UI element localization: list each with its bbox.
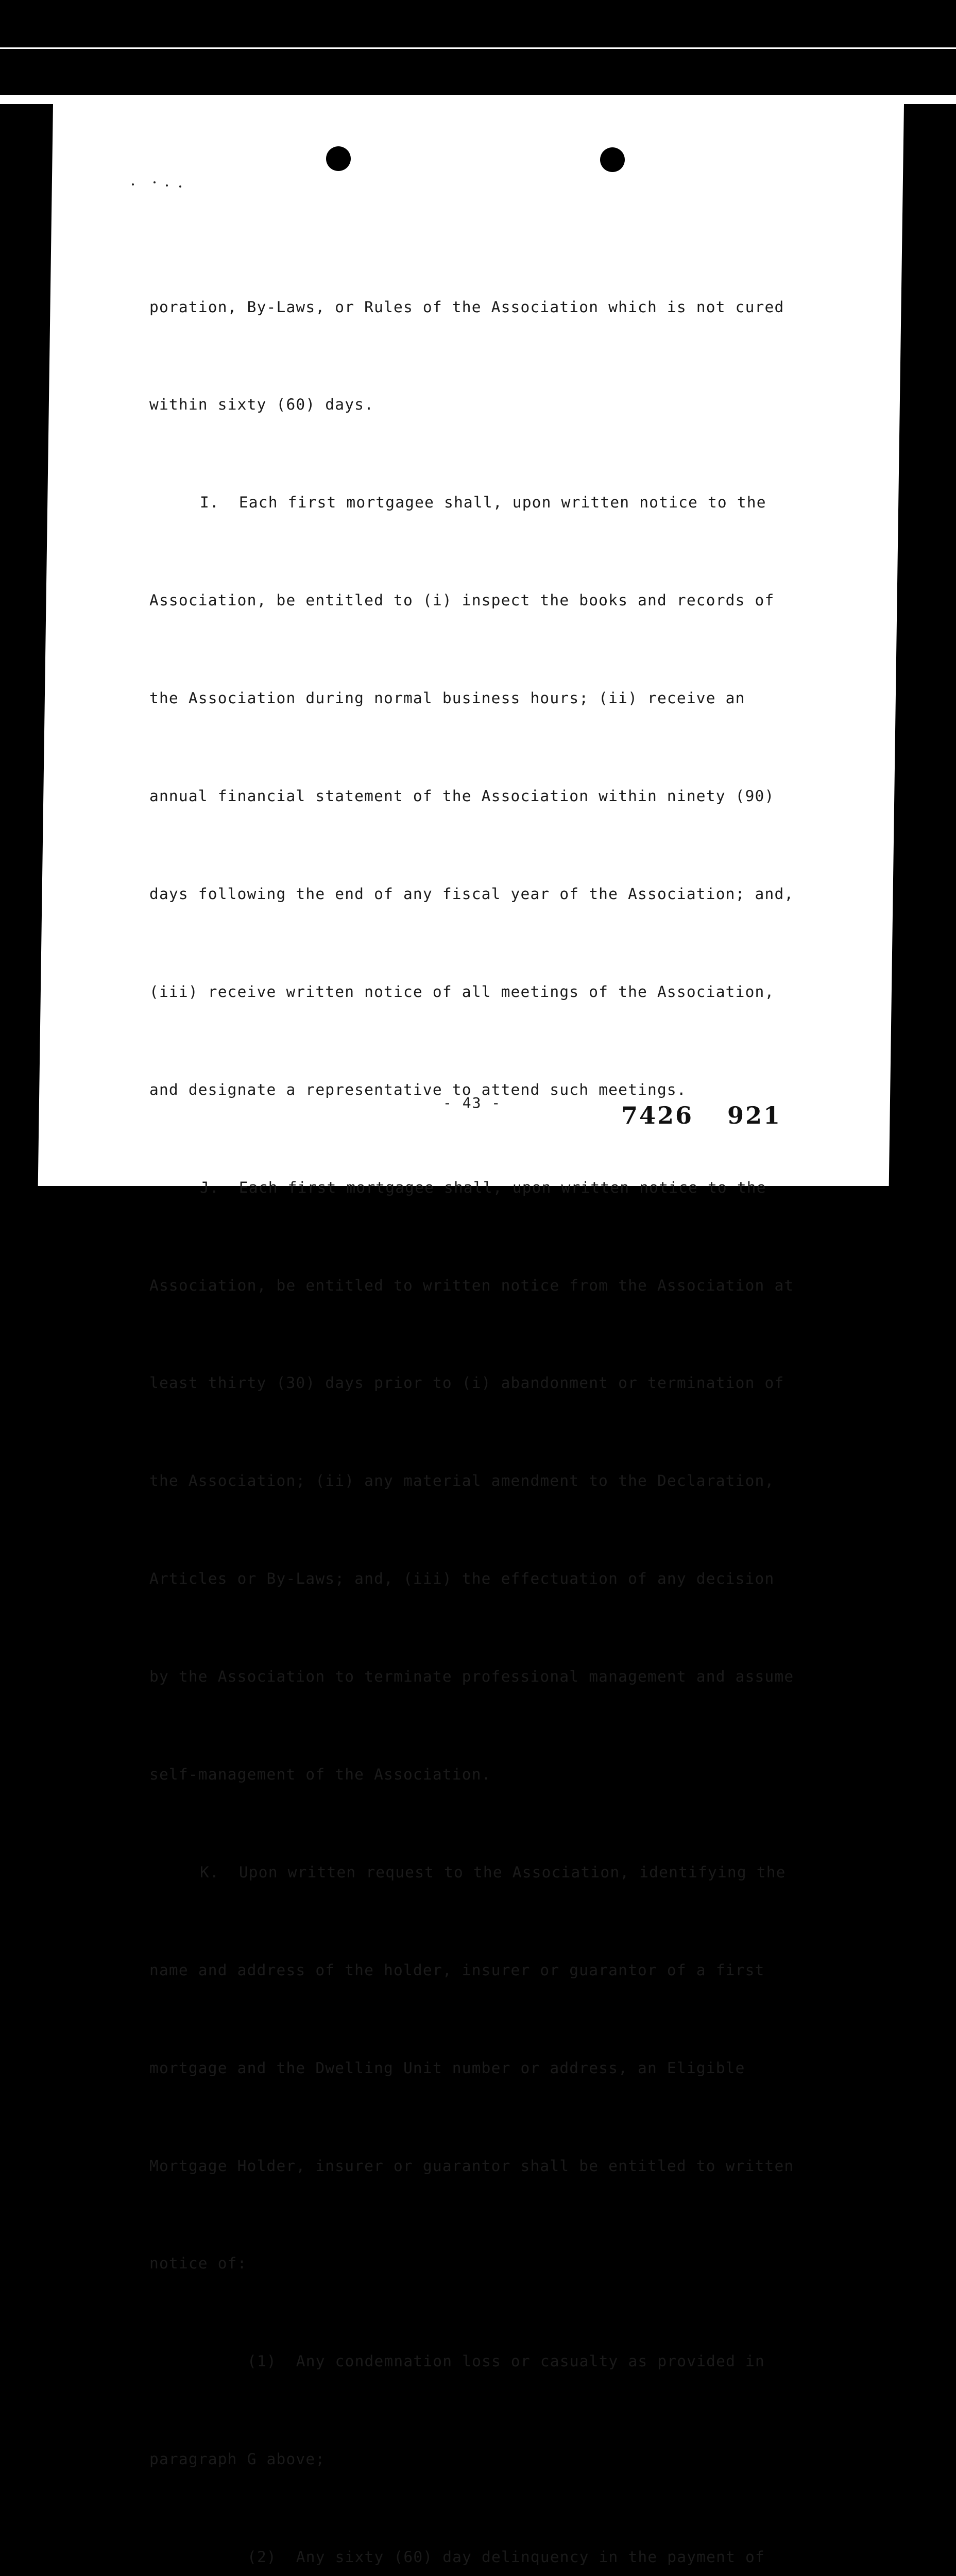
punch-hole-left	[326, 146, 351, 171]
scan-speck	[153, 181, 156, 183]
punch-hole-right	[600, 147, 625, 172]
text-line: and designate a representative to attend such meetings.	[149, 1080, 687, 1098]
text-line: poration, By-Laws, or Rules of the Association which is not cured	[149, 298, 784, 316]
scan-speck	[166, 184, 168, 187]
paragraph-k-start: K. Upon written request to the Association, identifying the	[200, 1863, 786, 1881]
text-line: by the Association to terminate professional management and assume	[149, 1668, 794, 1686]
text-line: self-management of the Association.	[149, 1765, 491, 1783]
text-line: notice of:	[149, 2255, 247, 2273]
text-line: the Association during normal business hours; (ii) receive an	[149, 689, 745, 707]
text-line: Association, be entitled to (i) inspect the books and records of	[149, 591, 775, 609]
page-number-stamp: 921	[727, 1101, 782, 1129]
text-line: least thirty (30) days prior to (i) abandonment or termination of	[149, 1374, 784, 1392]
scan-edge-line	[0, 47, 956, 49]
scan-speck	[179, 185, 181, 188]
text-line: Articles or By-Laws; and, (iii) the effectuation of any decision	[149, 1570, 775, 1588]
text-line: Mortgage Holder, insurer or guarantor shall be entitled to written	[149, 2157, 794, 2175]
paragraph-i-start: I. Each first mortgagee shall, upon written notice to the	[200, 494, 766, 512]
text-line: mortgage and the Dwelling Unit number or address, an Eligible	[149, 2059, 745, 2077]
scan-edge-band	[0, 95, 956, 104]
text-line: paragraph G above;	[149, 2450, 326, 2468]
text-line: name and address of the holder, insurer or guarantor of a first	[149, 1961, 765, 1979]
text-line: annual financial statement of the Association within ninety (90)	[149, 787, 775, 805]
book-number-stamp: 7426	[621, 1101, 694, 1129]
subparagraph-1-start: (1) Any condemnation loss or casualty as provided in	[247, 2352, 765, 2370]
document-body	[149, 226, 814, 2576]
text-line: within sixty (60) days.	[149, 396, 374, 414]
text-line: Association, be entitled to written notice from the Association at	[149, 1276, 794, 1294]
paragraph-j-start: J. Each first mortgagee shall, upon written notice to the	[200, 1178, 766, 1196]
page-number: - 43 -	[443, 1094, 502, 1111]
scan-speck	[132, 183, 134, 185]
text-line: the Association; (ii) any material amendment to the Declaration,	[149, 1472, 775, 1490]
text-line: days following the end of any fiscal year of the Association; and,	[149, 885, 794, 903]
subparagraph-2-start: (2) Any sixty (60) day delinquency in the payment of	[247, 2548, 765, 2566]
text-line: (iii) receive written notice of all meetings of the Association,	[149, 982, 775, 1001]
